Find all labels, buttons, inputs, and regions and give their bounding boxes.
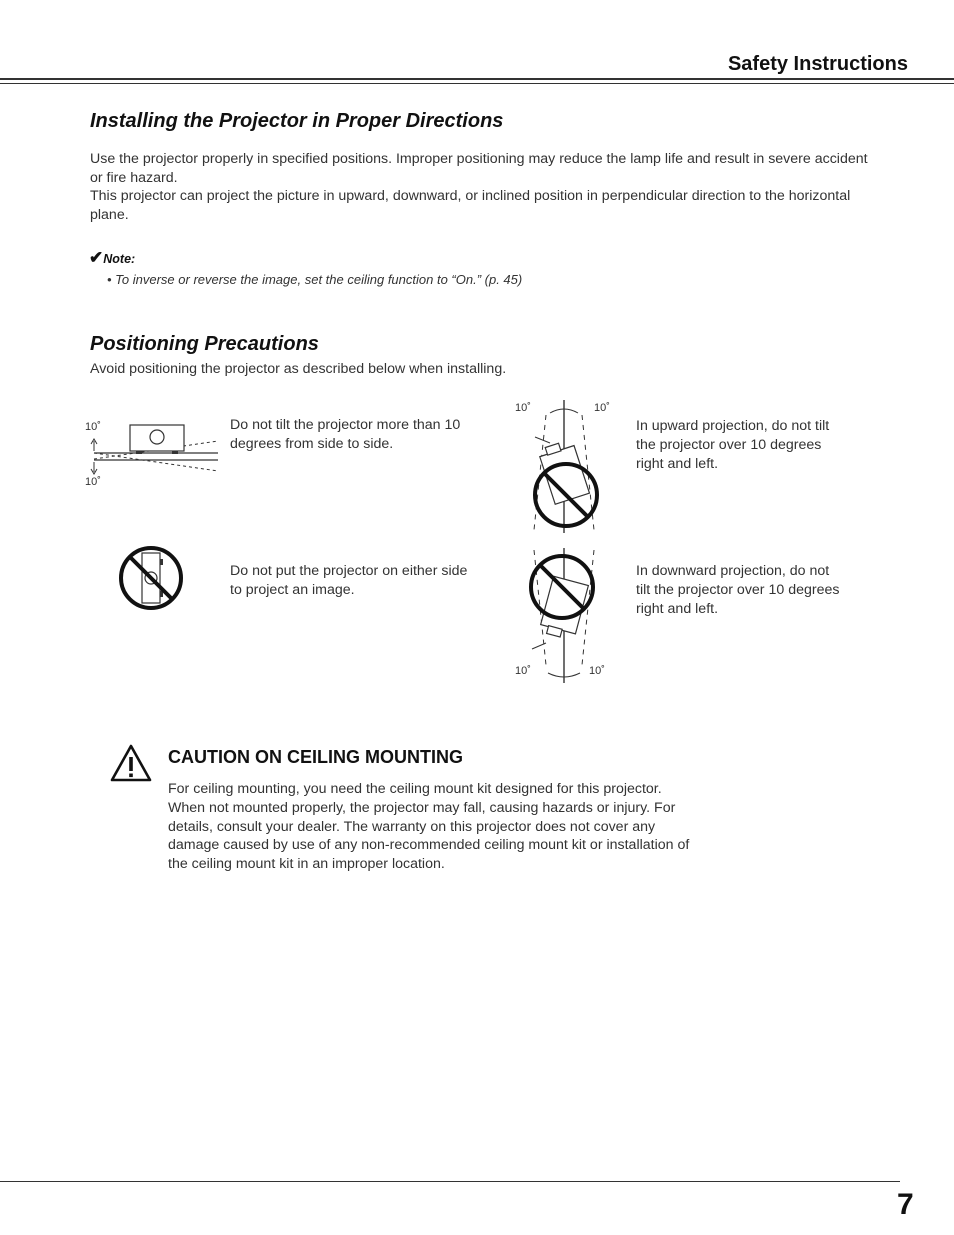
checkmark-icon: ✔ (89, 248, 104, 267)
note-block (89, 248, 135, 268)
side-placement-diagram (118, 545, 188, 615)
side-tilt-diagram (80, 415, 225, 495)
section-title-installing: Installing the Projector in Proper Directions (90, 110, 504, 132)
installing-paragraph-2: This projector can project the picture in upward, downward, or inclined position in perpendicular direction to the horizontal plane. (90, 188, 851, 223)
warning-triangle-icon (110, 744, 152, 782)
precaution-text-side-placement: Do not put the projector on either side to project an image. (230, 563, 468, 598)
precaution-text-upward: In upward projection, do not tilt the projector over 10 degrees right and left. (636, 418, 830, 472)
header-rule (0, 78, 954, 80)
upward-projection-diagram (510, 395, 620, 535)
degree-label-side-top: 10˚ (85, 421, 101, 433)
degree-label-up-left: 10˚ (515, 402, 531, 414)
degree-label-down-left: 10˚ (515, 665, 531, 677)
page-header-title: Safety Instructions (727, 53, 908, 75)
footer-rule (0, 1181, 900, 1182)
degree-label-down-right: 10˚ (589, 665, 605, 677)
section-title-positioning: Positioning Precautions (90, 333, 319, 355)
note-label: Note: (103, 252, 136, 266)
page-number: 7 (897, 1188, 914, 1221)
degree-label-up-right: 10˚ (594, 402, 610, 414)
installing-paragraph-1: Use the projector properly in specified positions. Improper positioning may reduce the lamp life and result in severe accident or fire hazard. (90, 151, 868, 186)
downward-projection-diagram (510, 545, 620, 685)
precaution-text-downward: In downward projection, do not tilt the projector over 10 degrees right and left. (636, 563, 840, 617)
positioning-intro: Avoid positioning the projector as described below when installing. (90, 361, 507, 377)
caution-title: CAUTION ON CEILING MOUNTING (168, 747, 463, 767)
caution-text: For ceiling mounting, you need the ceiling mount kit designed for this projector. When not mounted properly, the projector may fall, causing hazards or injury. For details, consult your dealer. The warranty on this projector does not cover any damage caused by use of any non-recommended ceiling mount kit or installation of the ceiling mount kit in an improper location. (168, 781, 690, 873)
note-text: • To inverse or reverse the image, set the ceiling function to “On.” (p. 45) (107, 272, 523, 287)
degree-label-side-bottom: 10˚ (85, 476, 101, 488)
precaution-text-side-tilt: Do not tilt the projector more than 10 degrees from side to side. (230, 417, 461, 452)
header-rule-thin (0, 83, 954, 84)
